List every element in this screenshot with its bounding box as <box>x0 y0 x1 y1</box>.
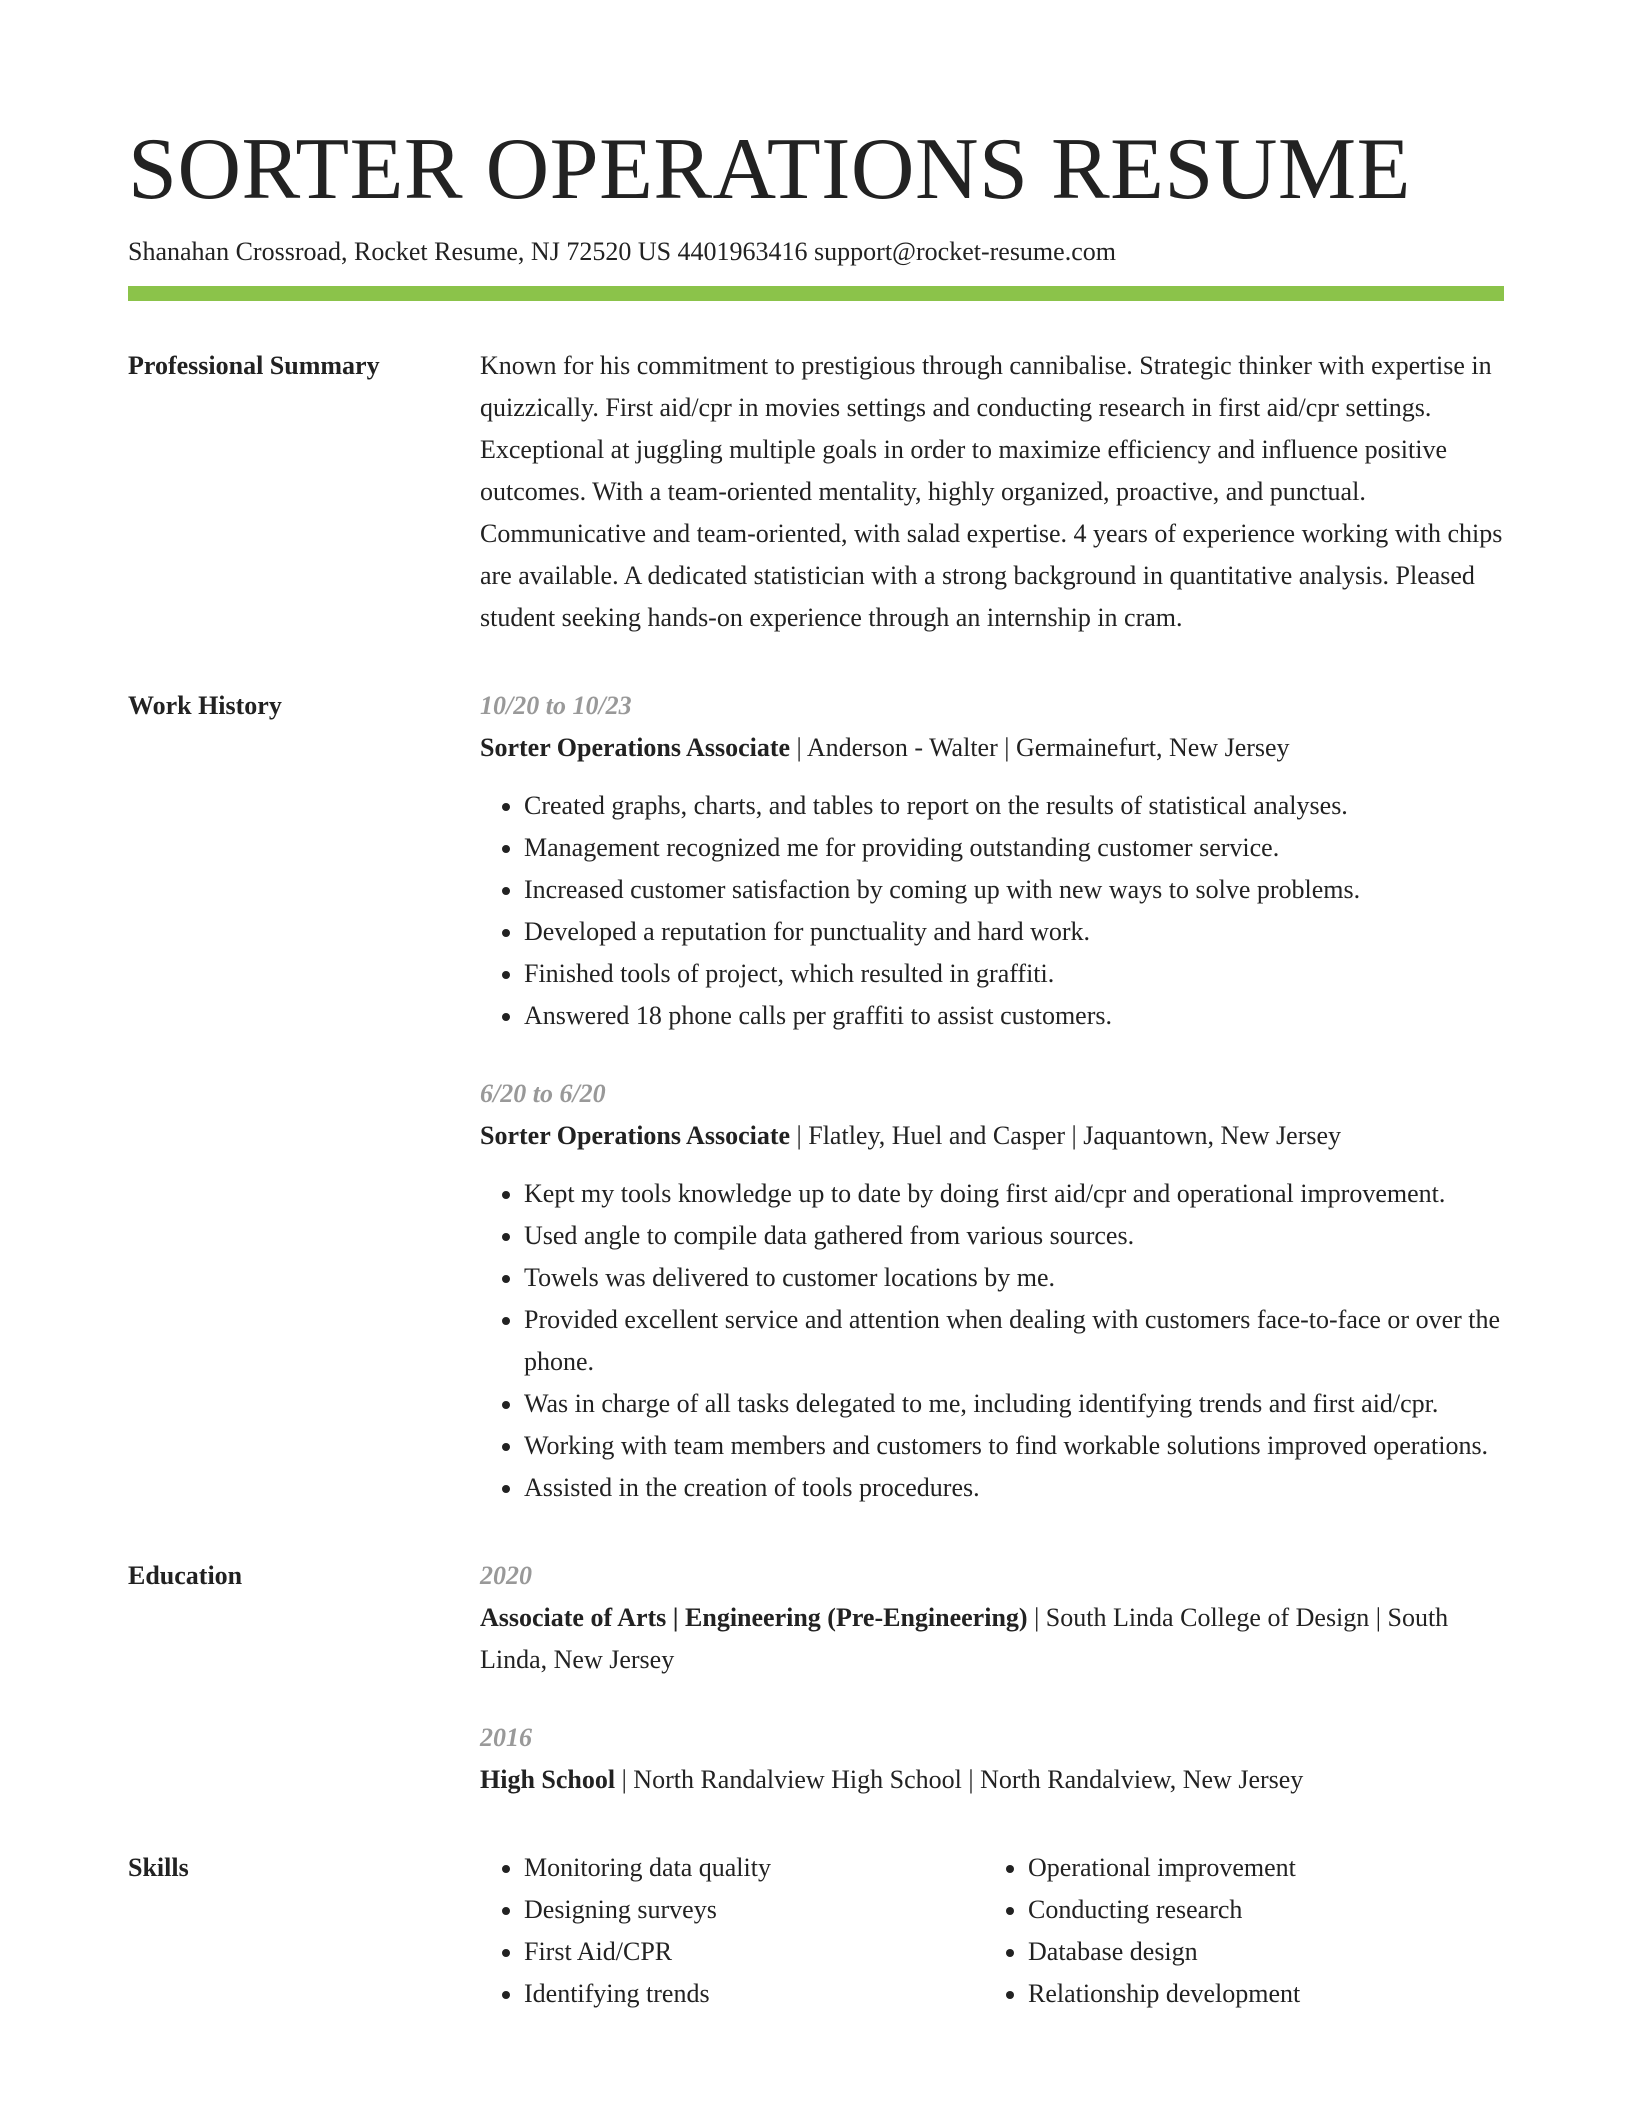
job-details: | Flatley, Huel and Casper | Jaquantown, New Jersey <box>790 1121 1342 1150</box>
job-bullet: • Developed a reputation for punctuality and hard work. <box>524 911 1504 953</box>
contact-line: Shanahan Crossroad, Rocket Resume, NJ 72520 US 4401963416 support@rocket-resume.com <box>128 237 1116 266</box>
job-bullet: • Created graphs, charts, and tables to report on the results of statistical analyses. <box>524 785 1504 827</box>
education-degree: High School <box>480 1765 616 1794</box>
job-bullets <box>480 1173 1504 1509</box>
skill-item: • Conducting research <box>1028 1889 1488 1931</box>
summary-section <box>128 349 1504 639</box>
job-bullet: • Working with team members and customers to find workable solutions improved operations. <box>524 1425 1504 1467</box>
skill-item: • Database design <box>1028 1931 1488 1973</box>
work-history-section <box>128 689 1504 1509</box>
education-headline <box>480 1759 1504 1801</box>
education-details: | South Linda College of Design | South Linda, New Jersey <box>480 1603 1449 1674</box>
job-bullet: • Provided excellent service and attention when dealing with customers face-to-face or over the phone. <box>524 1299 1504 1383</box>
skill-item: • Identifying trends <box>524 1973 984 2015</box>
header-divider <box>128 286 1504 301</box>
education-degree: Associate of Arts | Engineering (Pre-Engineering) <box>480 1603 1028 1632</box>
education-entry <box>480 1555 1504 1681</box>
job-bullet: • Was in charge of all tasks delegated to me, including identifying trends and first aid/cpr. <box>524 1383 1504 1425</box>
education-year: 2016 <box>480 1723 532 1752</box>
education-year: 2020 <box>480 1561 532 1590</box>
skills-heading: Skills <box>128 1853 189 1882</box>
skill-item: • Monitoring data quality <box>524 1847 984 1889</box>
job-bullet: • Towels was delivered to customer locations by me. <box>524 1257 1504 1299</box>
job-bullet: • Finished tools of project, which resulted in graffiti. <box>524 953 1504 995</box>
job-bullet: • Answered 18 phone calls per graffiti to assist customers. <box>524 995 1504 1037</box>
job-bullet: • Used angle to compile data gathered from various sources. <box>524 1215 1504 1257</box>
skills-grid <box>480 1847 1504 2015</box>
education-headline <box>480 1597 1504 1681</box>
skills-list-left <box>480 1847 984 2015</box>
resume-title: SORTER OPERATIONS RESUME <box>128 121 1411 218</box>
resume-page <box>128 118 1504 2015</box>
skills-section <box>128 1851 1504 2015</box>
job-bullet: • Management recognized me for providing outstanding customer service. <box>524 827 1504 869</box>
skill-item: • Designing surveys <box>524 1889 984 1931</box>
summary-text: Known for his commitment to prestigious through cannibalise. Strategic thinker with expertise in quizzically. First aid/cpr in movies settings and conducting research in first aid/cpr settings. Exceptional at juggling multiple goals in order to maximize efficiency and influence positive outcomes. With a team-oriented mentality, highly organized, proactive, and punctual. Communicative and team-oriented, with salad expertise. 4 years of experience working with chips are available. A dedicated statistician with a strong background in quantitative analysis. Pleased student seeking hands-on experience through an internship in cram. <box>480 351 1503 632</box>
job-bullet: • Increased customer satisfaction by coming up with new ways to solve problems. <box>524 869 1504 911</box>
education-section <box>128 1559 1504 1801</box>
job-bullet: • Assisted in the creation of tools procedures. <box>524 1467 1504 1509</box>
job-dates: 10/20 to 10/23 <box>480 691 632 720</box>
job-entry <box>480 1073 1504 1509</box>
job-title: Sorter Operations Associate <box>480 733 791 762</box>
job-bullets <box>480 785 1504 1037</box>
skill-item: • Relationship development <box>1028 1973 1488 2015</box>
skills-list-right <box>984 1847 1488 2015</box>
job-bullet: • Kept my tools knowledge up to date by doing first aid/cpr and operational improvement. <box>524 1173 1504 1215</box>
skill-item: • Operational improvement <box>1028 1847 1488 1889</box>
skill-item: • First Aid/CPR <box>524 1931 984 1973</box>
job-headline <box>480 1115 1504 1157</box>
job-entry <box>480 685 1504 1037</box>
summary-heading: Professional Summary <box>128 351 380 380</box>
job-details: | Anderson - Walter | Germainefurt, New Jersey <box>790 733 1290 762</box>
education-entry <box>480 1717 1504 1801</box>
job-dates: 6/20 to 6/20 <box>480 1079 606 1108</box>
work-history-heading: Work History <box>128 691 282 720</box>
education-heading: Education <box>128 1561 243 1590</box>
education-details: | North Randalview High School | North Randalview, New Jersey <box>615 1765 1304 1794</box>
job-title: Sorter Operations Associate <box>480 1121 791 1150</box>
job-headline <box>480 727 1504 769</box>
